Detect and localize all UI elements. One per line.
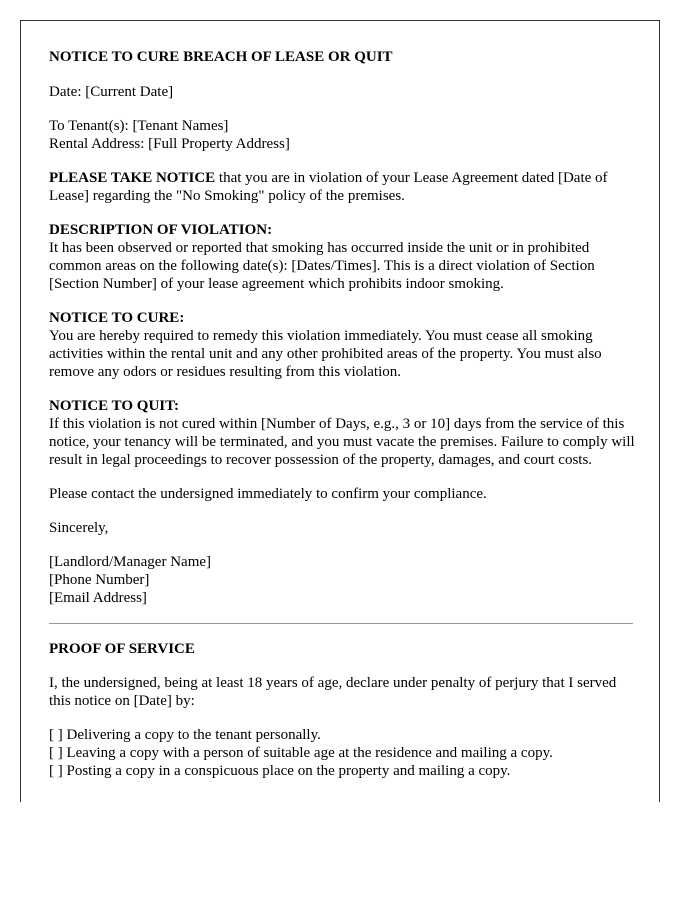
contact-line: Please contact the undersigned immediately to confirm your compliance. (49, 486, 487, 502)
cure-body: You are hereby required to remedy this violation immediately. You must cease all smoking activities within the rental unit and any other prohibited areas of the property. You must also remove any odors or residues resulting from this violation. (49, 328, 602, 380)
section-divider (49, 623, 633, 624)
document-content (49, 48, 639, 796)
date-line: Date: [Current Date] (49, 84, 174, 100)
take-notice-body: that you are in violation of your Lease Agreement dated [Date of Lease] regarding the "No Smoking" policy of the premises. (49, 170, 608, 204)
signature-name: [Landlord/Manager Name] (49, 554, 212, 570)
violation-body: It has been observed or reported that smoking has occurred inside the unit or in prohibited common areas on the following date(s): [Dates/Times]. This is a direct violation of Section [Section Number] of your lease agreement which prohibits indoor smoking. (49, 240, 595, 292)
violation-section (49, 221, 639, 293)
tenant-line: To Tenant(s): [Tenant Names] (49, 118, 229, 134)
quit-heading: NOTICE TO QUIT: (49, 398, 180, 414)
signature-block (49, 553, 639, 607)
proof-of-service-heading: PROOF OF SERVICE (49, 641, 195, 657)
service-options-list (49, 726, 639, 780)
signature-email: [Email Address] (49, 590, 147, 606)
tenant-block (49, 117, 639, 153)
rental-address-line: Rental Address: [Full Property Address] (49, 136, 290, 152)
proof-declaration: I, the undersigned, being at least 18 years of age, declare under penalty of perjury that I served this notice on [Date] by: (49, 675, 617, 709)
cure-section (49, 309, 639, 381)
document-page (20, 20, 660, 802)
take-notice-lead: PLEASE TAKE NOTICE (49, 170, 216, 186)
notice-title: NOTICE TO CURE BREACH OF LEASE OR QUIT (49, 49, 393, 65)
quit-section (49, 397, 639, 469)
take-notice-paragraph (49, 169, 639, 205)
quit-body: If this violation is not cured within [Number of Days, e.g., 3 or 10] days from the service of this notice, your tenancy will be terminated, and you must vacate the premises. Failure to comply will result in legal proceedings to recover possession of the property, damages, and court costs. (49, 416, 635, 468)
service-option-posting: [ ] Posting a copy in a conspicuous place on the property and mailing a copy. (49, 763, 511, 779)
service-option-personal: [ ] Delivering a copy to the tenant personally. (49, 727, 321, 743)
closing-line: Sincerely, (49, 520, 109, 536)
cure-heading: NOTICE TO CURE: (49, 310, 185, 326)
service-option-substitute: [ ] Leaving a copy with a person of suitable age at the residence and mailing a copy. (49, 745, 553, 761)
signature-phone: [Phone Number] (49, 572, 150, 588)
violation-heading: DESCRIPTION OF VIOLATION: (49, 222, 273, 238)
